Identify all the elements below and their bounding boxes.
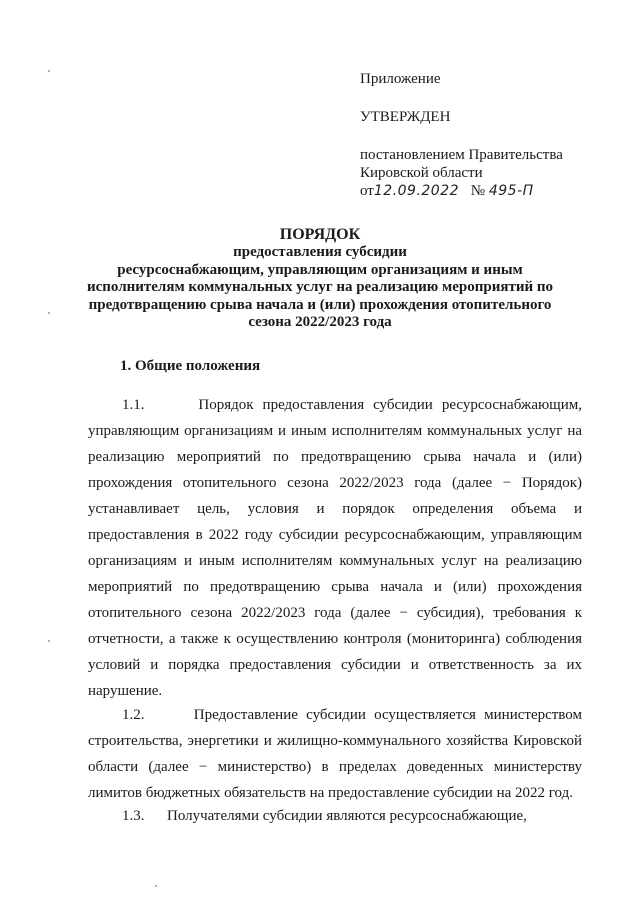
approved-label: УТВЕРЖДЕН — [360, 109, 451, 125]
paragraph-number: 1.1. — [122, 397, 145, 413]
subtitle-line: предоставления субсидии — [233, 244, 407, 260]
decree-date-line — [360, 182, 620, 200]
paragraph-1-1 — [88, 392, 582, 704]
date-prefix: от — [360, 183, 374, 199]
section-heading: 1. Общие положения — [120, 358, 261, 374]
handwritten-date: 12.09.2022 — [373, 183, 460, 199]
subtitle-line: ресурсоснабжающим, управляющим организациям и иным — [117, 261, 523, 278]
subtitle-line: сезона 2022/2023 года — [248, 314, 392, 330]
scan-speck — [48, 640, 50, 642]
number-prefix: № — [470, 183, 486, 199]
document-title: ПОРЯДОК — [279, 226, 361, 243]
decree-line-1: постановлением Правительства — [360, 147, 563, 163]
approval-block — [360, 70, 620, 200]
paragraph-text: Предоставление субсидии осуществляется министерством строительства, энергетики и жилищно-коммунального хозяйства Кировской области (далее − министерство) в пределах доведенных министерству лимитов бюджетных обязательств на предоставление субсидии на 2022 год. — [88, 707, 582, 801]
paragraph-number: 1.2. — [122, 707, 145, 723]
scan-speck — [48, 70, 50, 72]
handwritten-number: 495-П — [488, 183, 534, 199]
subtitle-line: предотвращению срыва начала и (или) прохождения отопительного — [88, 296, 552, 313]
document-subtitle — [60, 244, 580, 332]
decree-line-2: Кировской области — [360, 165, 483, 181]
scan-speck — [48, 312, 50, 314]
paragraph-text: Получателями субсидии являются ресурсоснабжающие, — [167, 808, 527, 824]
appendix-label: Приложение — [360, 71, 441, 87]
paragraph-1-3 — [88, 803, 582, 829]
paragraph-text: Порядок предоставления субсидии ресурсоснабжающим, управляющим организациям и иным исполнителям коммунальных услуг на реализацию мероприятий по предотвращению срыва начала и (или) прохождения отопительного сезона 2022/2023 года (далее − Порядок) устанавливает цель, условия и порядок определения объема и предоставления в 2022 году субсидии ресурсоснабжающим, управляющим организациям и иным исполнителям коммунальных услуг на реализацию мероприятий по предотвращению срыва начала и (или) прохождения отопительного сезона 2022/2023 года (далее − субсидия), требования к отчетности, а также к осуществлению контроля (мониторинга) соблюдения условий и порядка предоставления субсидии и ответственность за их нарушение. — [88, 397, 582, 699]
scan-speck — [155, 885, 157, 887]
paragraph-1-2 — [88, 702, 582, 806]
subtitle-line: исполнителям коммунальных услуг на реализацию мероприятий по — [86, 279, 554, 295]
paragraph-number: 1.3. — [122, 808, 145, 824]
